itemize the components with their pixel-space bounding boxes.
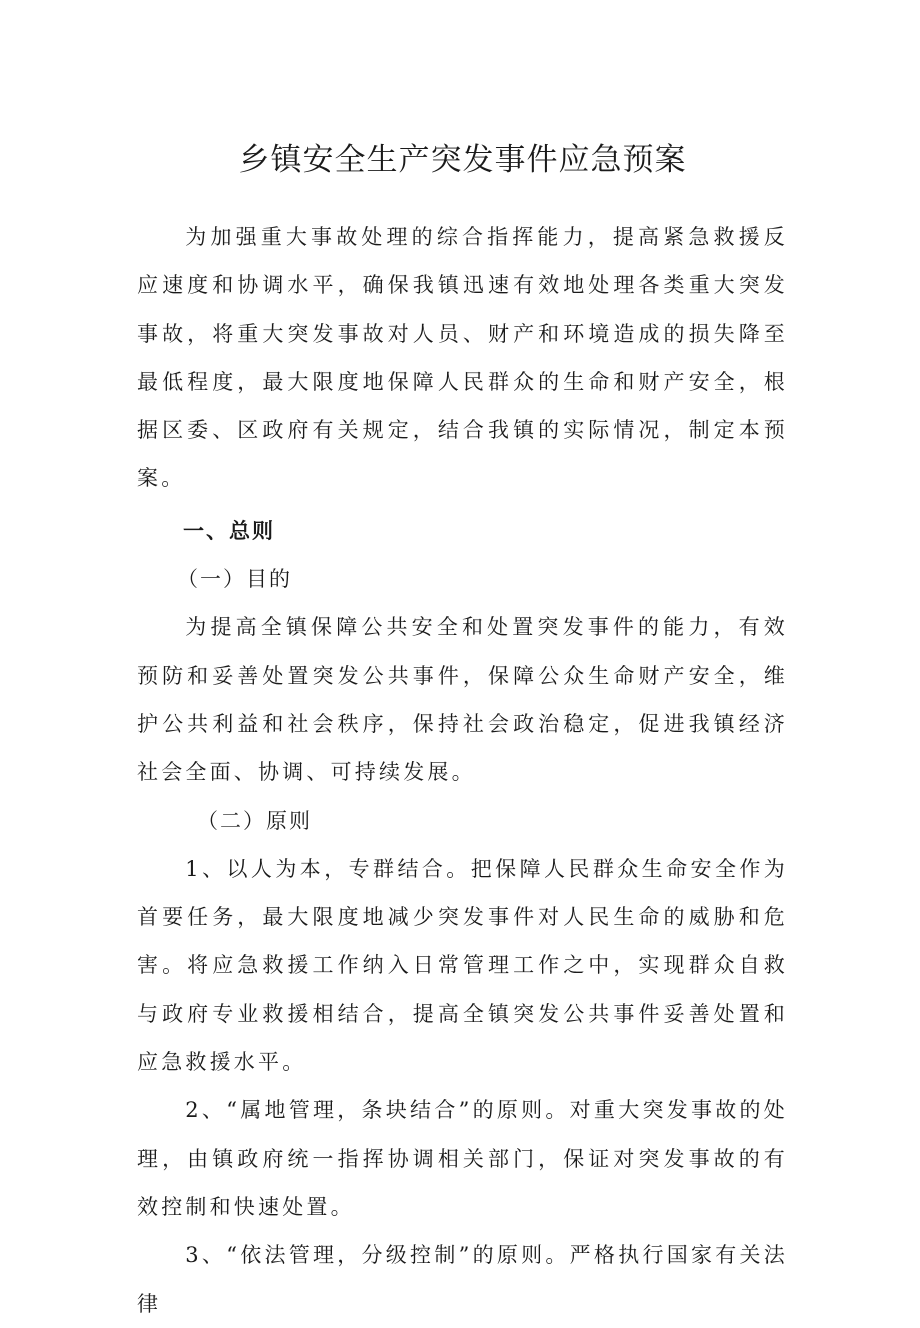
- principle-paragraph-3: 3、“依法管理，分级控制”的原则。严格执行国家有关法律: [137, 1243, 788, 1316]
- principle-paragraph-1: 1、以人为本，专群结合。把保障人民群众生命安全作为首要任务，最大限度地减少突发事件对人民生命的威胁和危害。将应急救援工作纳入日常管理工作之中，实现群众自救与政府专业救援相结合，提高全镇突发公共事件妥善处置和应急救援水平。: [137, 856, 788, 1075]
- document-title: 乡镇安全生产突发事件应急预案: [238, 142, 687, 178]
- purpose-paragraph: 为提高全镇保障公共安全和处置突发事件的能力，有效预防和妥善处置突发公共事件，保障公众生命财产安全，维护公共利益和社会秩序，保持社会政治稳定，促进我镇经济社会全面、协调、可持续发展。: [137, 615, 788, 785]
- subsection-heading-principles: （二）原则: [197, 808, 312, 833]
- subsection-heading-purpose: （一）目的: [177, 567, 292, 592]
- document-body: [137, 213, 788, 1328]
- intro-paragraph: 为加强重大事故处理的综合指挥能力，提高紧急救援反应速度和协调水平，确保我镇迅速有效地处理各类重大突发事故，将重大突发事故对人员、财产和环境造成的损失降至最低程度，最大限度地保障人民群众的生命和财产安全，根据区委、区政府有关规定，结合我镇的实际情况，制定本预案。: [137, 225, 788, 491]
- principle-paragraph-2: 2、“属地管理，条块结合”的原则。对重大突发事故的处理，由镇政府统一指挥协调相关部门，保证对突发事故的有效控制和快速处置。: [137, 1098, 788, 1219]
- section-heading-general: 一、总则: [183, 518, 275, 543]
